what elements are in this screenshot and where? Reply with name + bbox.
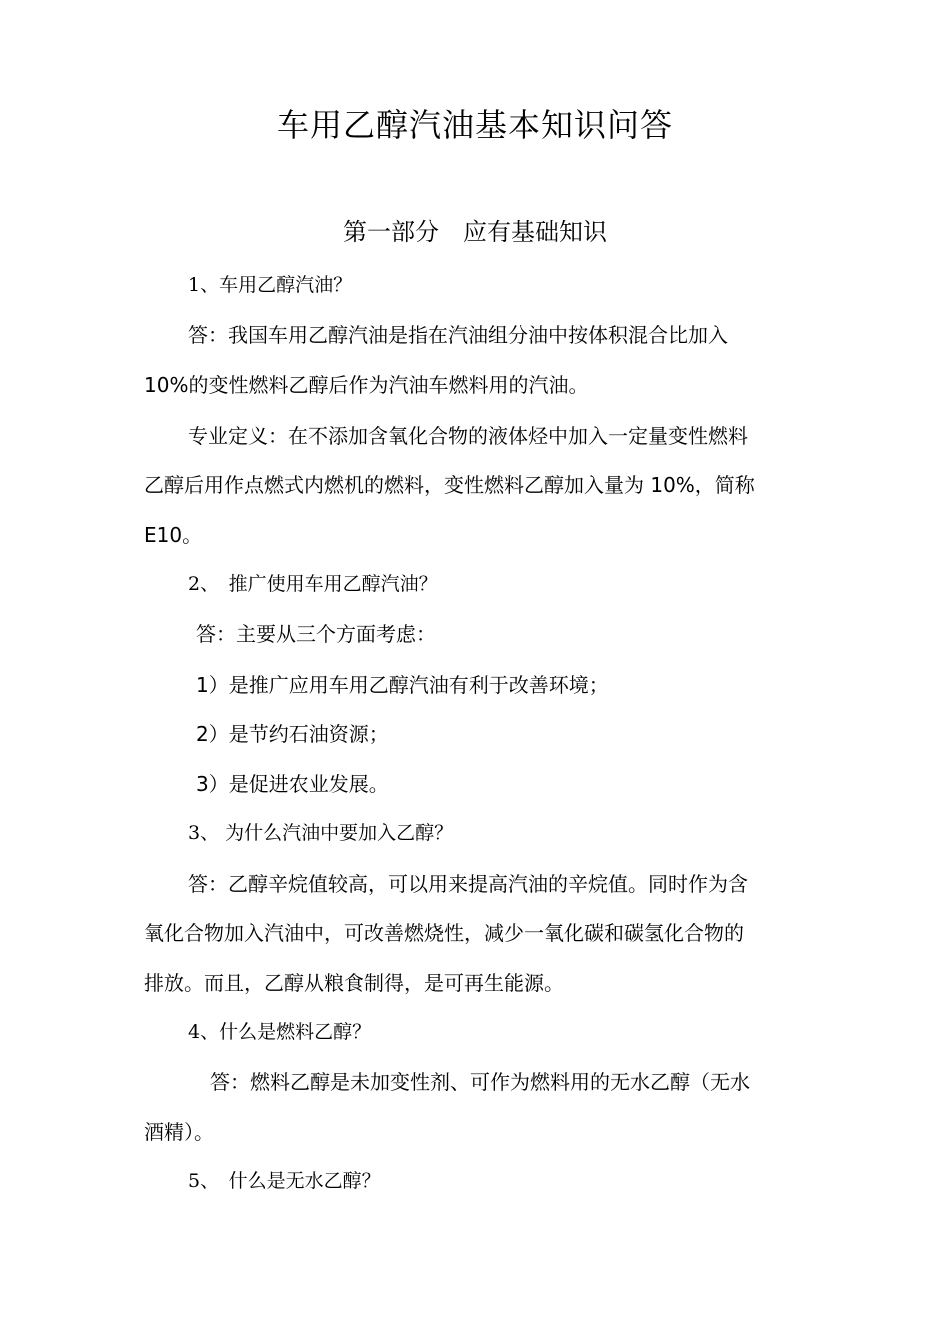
answer-2-line-3: 2）是节约石油资源； xyxy=(196,722,389,746)
question-1: 1、车用乙醇汽油？ xyxy=(188,274,353,296)
definition-line-2: 乙醇后用作点燃式内燃机的燃料，变性燃料乙醇加入量为 10%，简称 xyxy=(144,473,755,497)
definition-line-1: 专业定义：在不添加含氧化合物的液体烃中加入一定量变性燃料 xyxy=(188,424,748,448)
definition-line-3: E10。 xyxy=(144,523,203,547)
section-title: 第一部分 应有基础知识 xyxy=(343,218,607,246)
answer-3-line-2: 氧化合物加入汽油中，可改善燃烧性，减少一氧化碳和碳氢化合物的 xyxy=(144,921,744,945)
answer-2-line-4: 3）是促进农业发展。 xyxy=(196,772,389,796)
answer-3-line-3: 排放。而且，乙醇从粮食制得，是可再生能源。 xyxy=(144,971,564,995)
answer-4-line-2: 酒精）。 xyxy=(144,1120,214,1144)
document-title: 车用乙醇汽油基本知识问答 xyxy=(276,106,673,144)
answer-2-line-1: 答：主要从三个方面考虑： xyxy=(196,622,436,646)
answer-3-line-1: 答：乙醇辛烷值较高，可以用来提高汽油的辛烷值。同时作为含 xyxy=(188,872,748,896)
question-2: 2、 推广使用车用乙醇汽油？ xyxy=(188,573,438,595)
answer-1-line-2: 10%的变性燃料乙醇后作为汽油车燃料用的汽油。 xyxy=(144,373,589,397)
question-5: 5、 什么是无水乙醇？ xyxy=(188,1170,381,1192)
question-3: 3、 为什么汽油中要加入乙醇？ xyxy=(188,822,454,844)
answer-1-line-1: 答：我国车用乙醇汽油是指在汽油组分油中按体积混合比加入 xyxy=(188,323,728,347)
answer-2-line-2: 1）是推广应用车用乙醇汽油有利于改善环境； xyxy=(196,673,609,697)
question-4: 4、什么是燃料乙醇？ xyxy=(188,1021,372,1043)
answer-4-line-1: 答：燃料乙醇是未加变性剂、可作为燃料用的无水乙醇（无水 xyxy=(210,1070,750,1094)
